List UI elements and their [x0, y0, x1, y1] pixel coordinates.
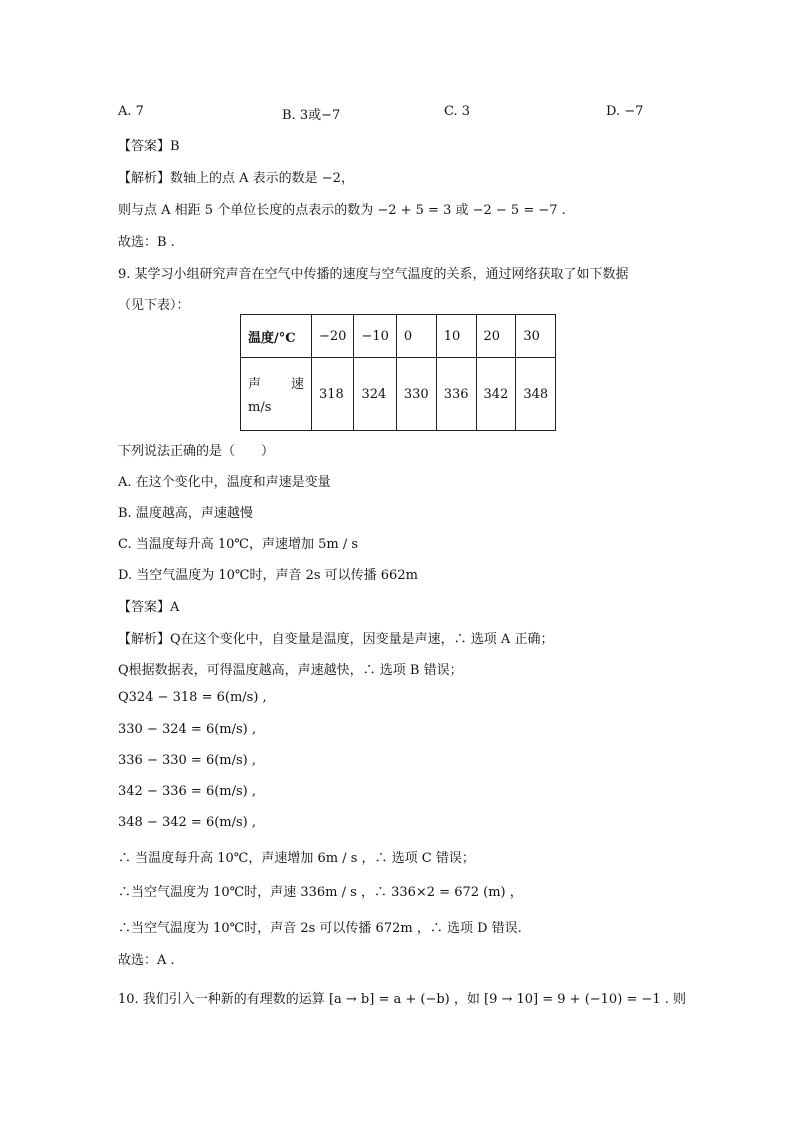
q8-option-a: A. 7 — [118, 104, 144, 119]
q8-answer: 【答案】B — [118, 139, 180, 154]
q9-option-a: A. 在这个变化中，温度和声速是变量 — [118, 475, 331, 490]
speed-label-unit: m/s — [248, 400, 272, 415]
q9-analysis-2: Q根据数据表，可得温度越高，声速越快，∴ 选项 B 错误； — [118, 663, 463, 678]
q9-analysis-8: ∴ 当温度每升高 10℃，声速增加 6m / s ，∴ 选项 C 错误； — [118, 851, 475, 866]
q9-analysis-10: ∴当空气温度为 10℃时，声音 2s 可以传播 672m ，∴ 选项 D 错误. — [118, 921, 522, 936]
q8-analysis-1: 【解析】数轴上的点 A 表示的数是 −2， — [118, 171, 354, 186]
table-header-temperature: 温度/°C — [241, 315, 312, 358]
table-cell-temp: 10 — [436, 315, 476, 358]
q9-option-b: B. 温度越高，声速越慢 — [118, 506, 253, 521]
q9-stem-1: 9. 某学习小组研究声音在空气中传播的速度与空气温度的关系，通过网络获取了如下数据 — [118, 267, 629, 282]
table-cell-speed: 318 — [312, 358, 354, 431]
table-cell-temp: −20 — [312, 315, 354, 358]
q9-analysis-4: 330 − 324 = 6(m/s) , — [118, 722, 256, 737]
q9-stem-2: （见下表）： — [118, 298, 190, 313]
table-cell-temp: 20 — [476, 315, 516, 358]
q8-analysis-2: 则与点 A 相距 5 个单位长度的点表示的数为 −2 + 5 = 3 或 −2 − 5 = −7 . — [118, 203, 566, 218]
q8-option-d: D. −7 — [606, 104, 644, 119]
q8-option-b: B. 3或−7 — [282, 108, 341, 123]
q9-answer: 【答案】A — [118, 600, 180, 615]
table-cell-temp: 0 — [396, 315, 436, 358]
table-cell-speed: 348 — [516, 358, 556, 431]
speed-label-char-1: 声 — [248, 377, 262, 392]
table-cell-temp: −10 — [354, 315, 396, 358]
q9-analysis-1: 【解析】Q在这个变化中，自变量是温度，因变量是声速，∴ 选项 A 正确； — [118, 632, 554, 647]
q9-prompt: 下列说法正确的是（ ） — [118, 444, 275, 459]
q9-analysis-5: 336 − 330 = 6(m/s) , — [118, 753, 256, 768]
speed-label-char-2: 速 — [290, 377, 304, 392]
q9-analysis-7: 348 − 342 = 6(m/s) , — [118, 815, 256, 830]
table-header-speed — [241, 358, 312, 431]
q9-analysis-11: 故选：A . — [118, 953, 175, 968]
speed-temperature-table — [240, 314, 556, 431]
table-cell-speed: 342 — [476, 358, 516, 431]
q9-option-d: D. 当空气温度为 10℃时，声音 2s 可以传播 662m — [118, 568, 418, 583]
table-cell-speed: 324 — [354, 358, 396, 431]
q9-analysis-9: ∴当空气温度为 10℃时，声速 336m / s ，∴ 336×2 = 672 (m) ， — [118, 885, 523, 900]
q8-option-c: C. 3 — [444, 104, 471, 119]
table-cell-speed: 336 — [436, 358, 476, 431]
q9-option-c: C. 当温度每升高 10℃，声速增加 5m / s — [118, 537, 359, 552]
q10-stem: 10. 我们引入一种新的有理数的运算 [a → b] = a + (−b) ，如 [9 → 10] = 9 + (−10) = −1 . 则 — [118, 992, 686, 1007]
table-cell-temp: 30 — [516, 315, 556, 358]
q9-analysis-3: Q324 − 318 = 6(m/s) , — [118, 690, 267, 705]
table-cell-speed: 330 — [396, 358, 436, 431]
q9-analysis-6: 342 − 336 = 6(m/s) , — [118, 784, 256, 799]
q8-analysis-3: 故选：B . — [118, 235, 175, 250]
